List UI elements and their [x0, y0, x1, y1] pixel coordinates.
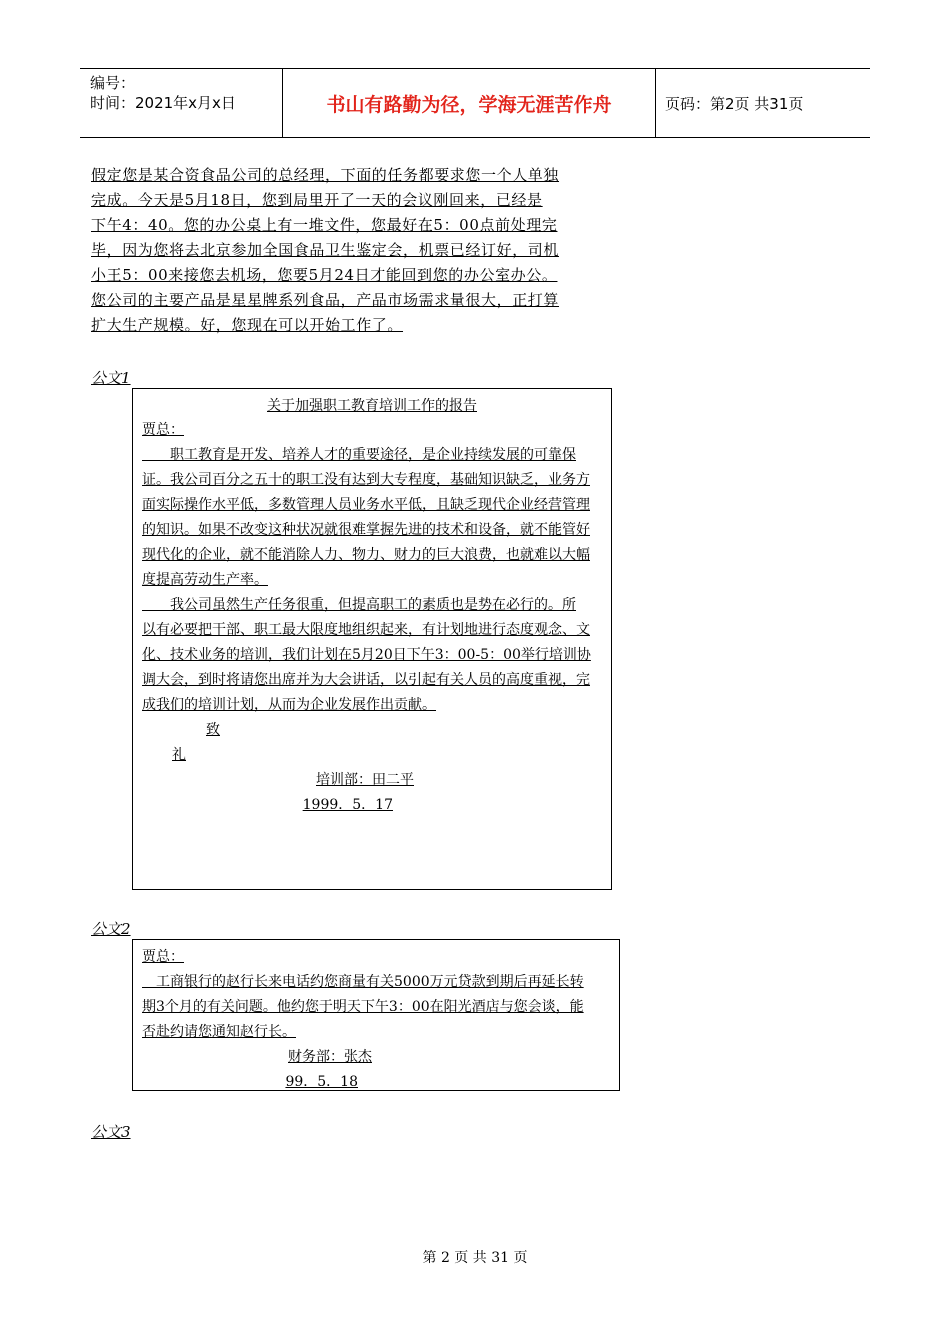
doc1-body-line: 的知识。如果不改变这种状况就很难掌握先进的技术和设备，就不能管好 [142, 522, 590, 538]
doc1-body-line: 化、技术业务的培训，我们计划在5月20日下午3：00-5：00举行培训协 [142, 647, 591, 663]
header-page-cell [655, 69, 870, 137]
doc1-signature: 培训部：田二平 [316, 772, 414, 788]
doc1-body-line: 证。我公司百分之五十的职工没有达到大专程度，基础知识缺乏，业务方 [142, 472, 590, 488]
page-header [80, 68, 870, 138]
doc1-body-line: 以有必要把干部、职工最大限度地组织起来，有计划地进行态度观念、文 [142, 622, 590, 638]
doc1-label: 公文1 [91, 369, 131, 387]
doc2-signature: 财务部：张杰 [288, 1049, 372, 1065]
number-label: 编号： [90, 74, 136, 92]
page-footer: 第 2 页 共 31 页 [422, 1250, 528, 1266]
header-meta-cell [80, 69, 282, 137]
intro-line: 完成。今天是5月18日，您到局里开了一天的会议刚回来，已经是 [91, 191, 543, 209]
doc1-body-line: 面实际操作水平低，多数管理人员业务水平低，且缺乏现代企业经营管理 [142, 497, 590, 513]
doc1-body-line: 成我们的培训计划，从而为企业发展作出贡献。 [142, 697, 436, 713]
doc1-body-line: 我公司虽然生产任务很重，但提高职工的素质也是势在必行的。所 [142, 597, 576, 613]
doc1-title: 关于加强职工教育培训工作的报告 [267, 398, 477, 414]
page-info: 页码：第2页 共31页 [665, 95, 804, 113]
doc1-closing-li: 礼 [172, 747, 186, 763]
doc1-box [132, 388, 612, 890]
doc3-label: 公文3 [91, 1123, 131, 1141]
intro-line: 小王5：00来接您去机场，您要5月24日才能回到您的办公室办公。 [91, 266, 558, 284]
doc1-body-line: 调大会，到时将请您出席并为大会讲话，以引起有关人员的高度重视，完 [142, 672, 590, 688]
doc2-body-line: 否赴约请您通知赵行长。 [142, 1024, 296, 1040]
intro-line: 扩大生产规模。好，您现在可以开始工作了。 [91, 316, 404, 334]
doc2-label: 公文2 [91, 920, 131, 938]
motto-text: 书山有路勤为径，学海无涯苦作舟 [326, 94, 612, 116]
doc1-date: 1999．5．17 [302, 797, 393, 813]
doc1-body-line: 职工教育是开发、培养人才的重要途径，是企业持续发展的可靠保 [142, 447, 576, 463]
doc1-body-line: 现代化的企业，就不能消除人力、物力、财力的巨大浪费，也就难以大幅 [142, 547, 590, 563]
doc1-closing-zhi: 致 [206, 722, 220, 738]
intro-line: 您公司的主要产品是星星牌系列食品，产品市场需求量很大，正打算 [91, 291, 560, 309]
doc1-salutation: 贾总： [142, 422, 184, 438]
intro-line: 假定您是某合资食品公司的总经理，下面的任务都要求您一个人单独 [91, 166, 560, 184]
intro-line: 毕，因为您将去北京参加全国食品卫生鉴定会，机票已经订好，司机 [91, 241, 560, 259]
doc2-body-line: 期3个月的有关问题。他约您于明天下午3：00在阳光酒店与您会谈，能 [142, 999, 584, 1015]
intro-line: 下午4：40。您的办公桌上有一堆文件，您最好在5：00点前处理完 [91, 216, 558, 234]
doc2-date: 99．5．18 [285, 1074, 358, 1090]
time-label: 时间：2021年x月x日 [90, 94, 236, 112]
header-motto-cell [282, 69, 656, 137]
doc1-body-line: 度提高劳动生产率。 [142, 572, 268, 588]
doc2-box [132, 939, 620, 1091]
doc2-body-line: 工商银行的赵行长来电话约您商量有关5000万元贷款到期后再延长转 [142, 974, 584, 990]
doc2-salutation: 贾总： [142, 949, 184, 965]
